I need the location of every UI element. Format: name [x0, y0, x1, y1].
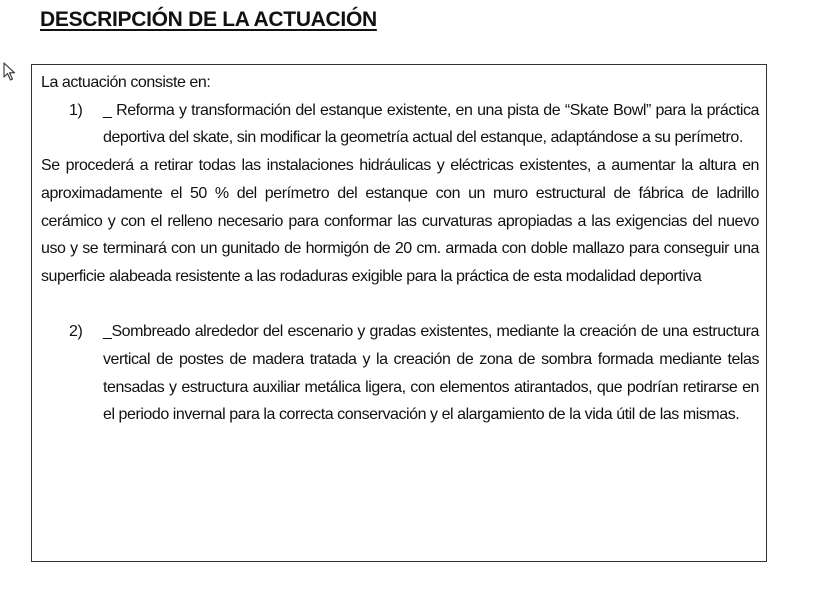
list-item-text: _ Reforma y transformación del estanque existente, en una pista de “Skate Bowl” para la práctica deportiva del skate, sin modificar la geometría actual del estanque, adaptándose a su perímetro. — [103, 101, 759, 147]
description-paragraph: Se procederá a retirar todas las instalaciones hidráulicas y eléctricas existentes, a aumentar la altura en aproximadamente el 50 % del perímetro del estanque con un muro estructural de fábrica de ladrillo cerámico y con el relleno necesario para conformar las curvaturas apropiadas a las exigencias del nuevo uso y se terminará con un gunitado de hormigón de 20 cm. armada con doble mallazo para conseguir una superficie alabeada resistente a las rodaduras exigible para la práctica de esta modalidad deportiva — [41, 157, 759, 285]
description-box — [31, 64, 767, 562]
list-item-number: 2) — [69, 323, 83, 341]
mouse-pointer-icon — [3, 62, 17, 82]
section-heading: DESCRIPCIÓN DE LA ACTUACIÓN — [40, 8, 377, 31]
intro-text: La actuación consiste en: — [41, 74, 211, 91]
list-item-number: 1) — [69, 101, 83, 119]
list-item-1 — [41, 97, 759, 152]
list-item-text: _Sombreado alrededor del escenario y gradas existentes, mediante la creación de una estructura vertical de postes de madera tratada y la creación de zona de sombra formada mediante telas tensadas y estructura auxiliar metálica ligera, con elementos atirantados, que podrían retirarse en el periodo invernal para la correcta conservación y el alargamiento de la vida útil de las mismas. — [103, 323, 759, 424]
list-item-2 — [41, 318, 759, 429]
description-content — [41, 69, 759, 429]
blank-line — [41, 291, 759, 319]
